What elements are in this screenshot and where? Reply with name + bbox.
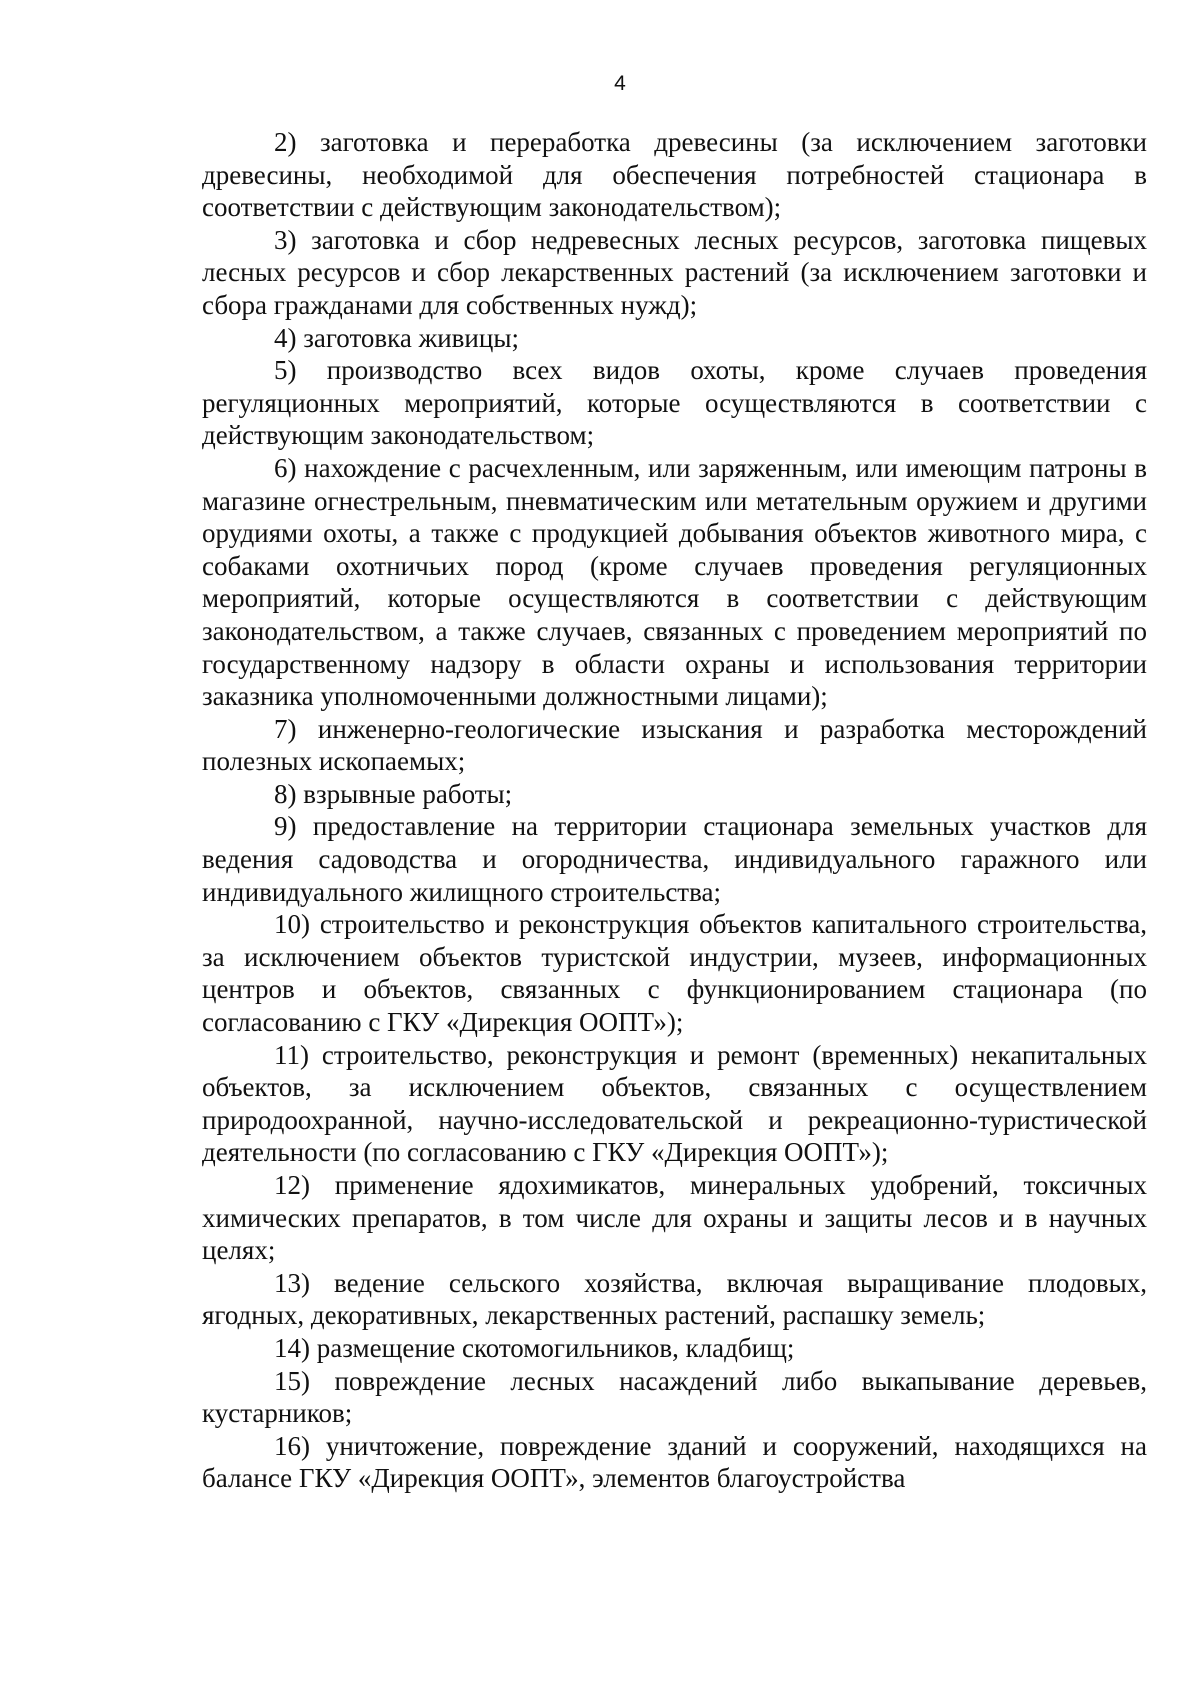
item-text: строительство и реконструкция объектов капитального строительства, за исключением объектов туристской индустрии, музеев, информационных центров и объектов, связанных с функционированием стационара (по согласованию с ГКУ «Дирекция ООПТ»); — [202, 909, 1147, 1038]
list-item — [202, 1430, 1147, 1495]
item-number: 3) — [274, 224, 297, 255]
item-text: заготовка и сбор недревесных лесных ресурсов, заготовка пищевых лесных ресурсов и сбор лекарственных растений (за исключением заготовки и сбора гражданами для собственных нужд); — [202, 224, 1148, 320]
list-item — [202, 1365, 1147, 1430]
item-text: предоставление на территории стационара земельных участков для ведения садоводства и огородничества, индивидуального гаражного или индивидуального жилищного строительства; — [202, 811, 1147, 907]
list-item — [202, 354, 1147, 452]
item-number: 11) — [274, 1039, 309, 1070]
item-text: взрывные работы; — [303, 778, 513, 809]
item-text: нахождение с расчехленным, или заряженным, или имеющим патроны в магазине огнестрельным, пневматическим или метательным оружием и другими орудиями охоты, а также с продукцией добывания объектов животного мира, с собаками охотничьих пород (кроме случаев проведения регуляционных мероприятий, которые осуществляются в соответствии с действующим законодательством, а также случаев, связанных с проведением мероприятий по государственному надзору в области охраны и использования территории заказника уполномоченными должностными лицами); — [202, 452, 1147, 712]
item-number: 10) — [274, 909, 310, 940]
item-number: 12) — [274, 1170, 310, 1200]
item-text: заготовка и переработка древесины (за исключением заготовки древесины, необходимой для обеспечения потребностей стационара в соответствии с действующим законодательством); — [202, 127, 1148, 223]
list-item — [202, 224, 1147, 322]
item-text: повреждение лесных насаждений либо выкапывание деревьев, кустарников; — [202, 1365, 1147, 1429]
item-text: инженерно-геологические изыскания и разработка месторождений полезных ископаемых; — [202, 713, 1147, 777]
list-item — [202, 1169, 1147, 1267]
item-number: 14) — [274, 1332, 310, 1363]
item-number: 15) — [274, 1365, 310, 1396]
item-text: строительство, реконструкция и ремонт (временных) некапитальных объектов, за исключением объектов, связанных с осуществлением природоохранной, научно-исследовательской и рекреационно-туристической деятельности (по согласованию с ГКУ «Дирекция ООПТ»); — [202, 1039, 1147, 1168]
list-item — [202, 1332, 1147, 1365]
item-number: 9) — [274, 811, 297, 842]
item-number: 16) — [274, 1430, 310, 1461]
item-text: применение ядохимикатов, минеральных удобрений, токсичных химических препаратов, в том числе для охраны и защиты лесов и в научных целях; — [202, 1170, 1147, 1266]
list-item — [202, 778, 1147, 811]
list-item — [202, 126, 1147, 224]
item-text: производство всех видов охоты, кроме случаев проведения регуляционных мероприятий, которые осуществляются в соответствии с действующим законодательством; — [202, 355, 1147, 451]
list-item — [202, 452, 1147, 713]
item-number: 13) — [274, 1267, 310, 1298]
list-item — [202, 322, 1147, 355]
list-item — [202, 1267, 1147, 1332]
item-text: ведение сельского хозяйства, включая выращивание плодовых, ягодных, декоративных, лекарственных растений, распашку земель; — [202, 1267, 1147, 1331]
item-number: 2) — [274, 127, 297, 157]
item-text: размещение скотомогильников, кладбищ; — [316, 1332, 795, 1363]
item-number: 6) — [274, 452, 297, 483]
item-number: 8) — [274, 778, 297, 809]
page-number: 4 — [614, 72, 626, 95]
list-item — [202, 713, 1147, 778]
list-item — [202, 1039, 1147, 1169]
list-item — [202, 908, 1147, 1038]
document-body — [202, 126, 1147, 1495]
item-number: 5) — [274, 355, 297, 386]
item-text: уничтожение, повреждение зданий и сооружений, находящихся на балансе ГКУ «Дирекция ООПТ», элементов благоустройства — [202, 1430, 1147, 1494]
list-item — [202, 810, 1147, 908]
item-number: 7) — [274, 713, 297, 744]
item-number: 4) — [274, 322, 297, 353]
item-text: заготовка живицы; — [303, 322, 519, 353]
